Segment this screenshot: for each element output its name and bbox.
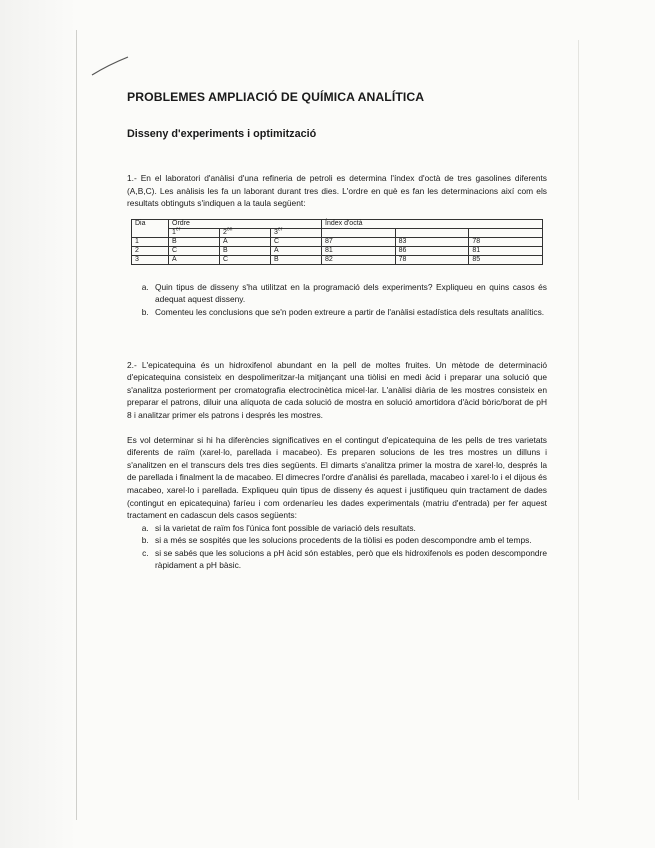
- cell-index: 81: [322, 246, 396, 255]
- page-right-edge: [578, 40, 579, 800]
- table-row: [132, 246, 543, 255]
- header-order-2: [220, 228, 271, 237]
- problem-1-intro: 1.- En el laboratori d'anàlisi d'una refineria de petroli es determina l'índex d'octà de tres gasolines diferents (A,B,C). Les anàlisis les fa un laborant durant tres dies. L'ordre en què es fan les determinacions així com els resultats obtinguts s'indiquen a la taula següent:: [127, 173, 547, 209]
- cell-dia: 2: [132, 246, 169, 255]
- cell-dia: 1: [132, 237, 169, 246]
- question-item: a. si la varietat de raïm fos l'única font possible de variació dels resultats.: [151, 522, 547, 535]
- header-order-3: [271, 228, 322, 237]
- header-ordre: Ordre: [169, 219, 322, 228]
- header-index-blank-1: [322, 228, 396, 237]
- header-index-blank-3: [469, 228, 543, 237]
- document-body: [127, 90, 547, 572]
- question-item: b. si a més se sospités que les solucions procedents de la tiòlisi es poden descompondre amb el temps.: [151, 534, 547, 547]
- problem-2-questions: [127, 522, 547, 572]
- header-index: Índex d'octà: [322, 219, 543, 228]
- problem-2: [127, 359, 547, 573]
- header-index-blank-2: [395, 228, 469, 237]
- cell-index: 86: [395, 246, 469, 255]
- section-subtitle: Disseny d'experiments i optimització: [127, 128, 317, 140]
- table-row: [132, 255, 543, 264]
- question-item: c. si se sabés que les solucions a pH àcid són estables, però que els hidroxifenols es poden descompondre ràpidament a pH bàsic.: [151, 547, 547, 572]
- cell-order: A: [271, 246, 322, 255]
- scan-left-edge: [0, 0, 76, 848]
- cell-order: C: [271, 237, 322, 246]
- header-order-1: [169, 228, 220, 237]
- cell-order: B: [220, 246, 271, 255]
- table-row: [132, 237, 543, 246]
- cell-index: 82: [322, 255, 396, 264]
- order-1-sup: er: [175, 226, 181, 233]
- header-dia: Dia: [132, 219, 169, 237]
- problem-2-statement: Es vol determinar si hi ha diferències significatives en el contingut d'epicatequina de les pells de tres varietats diferents de raïm (xarel·lo, parellada i macabeo). Es preparen solucions de les tres mostres un dilluns i s'analitzen en el transcurs dels tres dies següents. El dimarts s'analitza primer la mostra de xarel·lo, després la de parellada i finalment la de macabeo. El dimecres l'ordre d'anàlisi és parellada, macabeo i xarel·lo i el dijous és macabeo, xarel·lo i parellada. Expliqueu quin tipus de disseny és aquest i justifiqueu quin tractament de dades (contingut en epicatequina) faríeu i com ordenaríeu les dades experimentals (matriu d'entrada) per fer aquest tractament en cadascun dels casos següents:: [127, 434, 547, 521]
- cell-index: 78: [469, 237, 543, 246]
- order-3-label: 3: [274, 228, 278, 236]
- question-item: b. Comenteu les conclusions que se'n poden extreure a partir de l'anàlisi estadística dels resultats analítics.: [151, 306, 547, 319]
- page-border-line: [76, 30, 77, 820]
- pen-stroke-mark: [90, 55, 130, 77]
- problem-1-questions: [127, 281, 547, 319]
- table-subheader-row: [132, 228, 543, 237]
- cell-index: 78: [395, 255, 469, 264]
- order-2-sup: on: [226, 226, 233, 233]
- cell-order: A: [169, 255, 220, 264]
- order-2-label: 2: [223, 228, 227, 236]
- order-1-label: 1: [172, 228, 176, 236]
- cell-order: B: [271, 255, 322, 264]
- cell-order: A: [220, 237, 271, 246]
- cell-index: 85: [469, 255, 543, 264]
- problem-1: [127, 172, 547, 319]
- problem-2-intro: 2.- L'epicatequina és un hidroxifenol abundant en la pell de moltes fruites. Un mètode de determinació d'epicatequina consisteix en despolimeritzar-la mitjançant una tiòlisi en medi àcid i preparar una solució que s'analitza posteriorment per cromatografia electrocinètica micel·lar. L'anàlisi diària de les mostres consisteix en preparar el patrons, diluir una alíquota de cada solució de mostra en solució amortidora d'àcid bòric/borat de pH 8 i analitzar primer els patrons i després les mostres.: [127, 359, 547, 420]
- cell-index: 81: [469, 246, 543, 255]
- order-3-sup: er: [277, 226, 283, 233]
- cell-order: C: [169, 246, 220, 255]
- question-item: a. Quin tipus de disseny s'ha utilitzat en la programació dels experiments? Expliqueu en quins casos és adequat aquest disseny.: [151, 281, 547, 306]
- results-table: [131, 219, 543, 265]
- cell-index: 83: [395, 237, 469, 246]
- cell-index: 87: [322, 237, 396, 246]
- document-title: PROBLEMES AMPLIACIÓ DE QUÍMICA ANALÍTICA: [127, 90, 425, 104]
- cell-dia: 3: [132, 255, 169, 264]
- cell-order: C: [220, 255, 271, 264]
- cell-order: B: [169, 237, 220, 246]
- table-header-row: [132, 219, 543, 228]
